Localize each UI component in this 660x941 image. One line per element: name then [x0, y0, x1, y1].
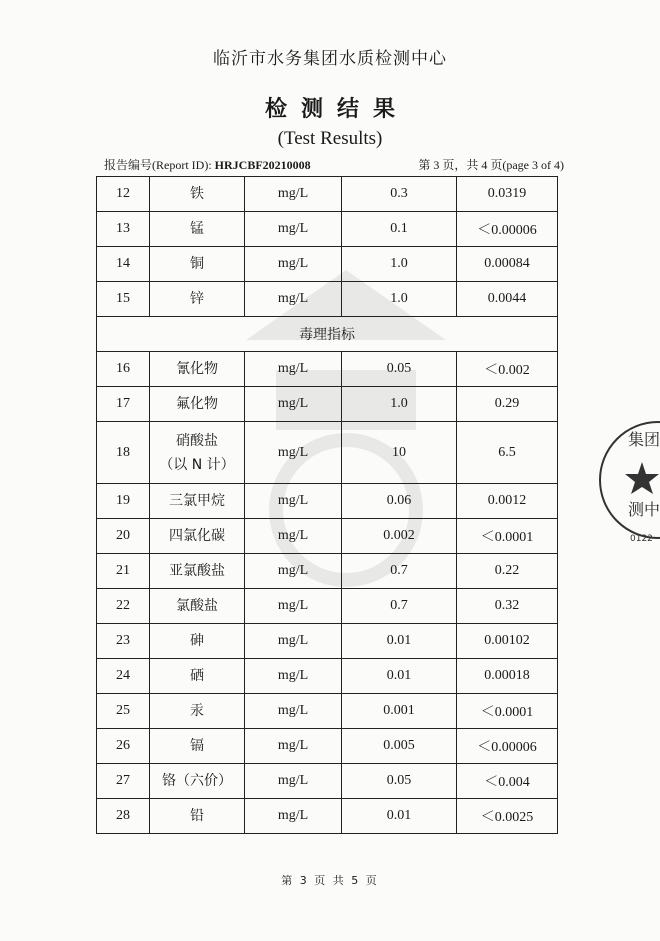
item-name: 砷: [150, 624, 245, 659]
row-number: 26: [97, 729, 150, 764]
row-number: 28: [97, 799, 150, 834]
page-footer: 第 3 页 共 5 页: [281, 874, 379, 887]
row-number: 19: [97, 484, 150, 519]
row-number: 23: [97, 624, 150, 659]
row-number: 16: [97, 352, 150, 387]
standard-limit: 1.0: [342, 282, 457, 317]
test-result: 6.5: [457, 422, 558, 484]
test-result: ＜0.0025: [457, 799, 558, 834]
official-seal: [598, 405, 660, 555]
unit: mg/L: [245, 484, 342, 519]
table-row: [97, 212, 558, 247]
table-row: [97, 282, 558, 317]
table-row: [97, 659, 558, 694]
organization-name: 临沂市水务集团水质检测中心: [213, 49, 447, 69]
unit: mg/L: [245, 764, 342, 799]
standard-limit: 10: [342, 422, 457, 484]
unit: mg/L: [245, 282, 342, 317]
unit: mg/L: [245, 729, 342, 764]
standard-limit: 0.1: [342, 212, 457, 247]
row-number: 12: [97, 177, 150, 212]
seal-number: 0122: [630, 534, 653, 544]
test-result: 0.22: [457, 554, 558, 589]
test-result: 0.32: [457, 589, 558, 624]
item-name: 锌: [150, 282, 245, 317]
item-name: 氯酸盐: [150, 589, 245, 624]
standard-limit: 0.01: [342, 659, 457, 694]
table-row: [97, 422, 558, 484]
unit: mg/L: [245, 422, 342, 484]
test-result: 0.00018: [457, 659, 558, 694]
test-result: 0.29: [457, 387, 558, 422]
standard-limit: 0.3: [342, 177, 457, 212]
unit: mg/L: [245, 247, 342, 282]
unit: mg/L: [245, 519, 342, 554]
item-name: 亚氯酸盐: [150, 554, 245, 589]
row-number: 17: [97, 387, 150, 422]
section-title: 毒理指标: [97, 317, 558, 352]
standard-limit: 0.05: [342, 764, 457, 799]
unit: mg/L: [245, 387, 342, 422]
item-name-line1: 硝酸盐: [176, 432, 218, 449]
item-name: 铁: [150, 177, 245, 212]
unit: mg/L: [245, 177, 342, 212]
report-id-label: 报告编号(Report ID):: [104, 158, 212, 172]
standard-limit: 0.01: [342, 799, 457, 834]
row-number: 27: [97, 764, 150, 799]
test-result: ＜0.004: [457, 764, 558, 799]
section-header-row: [97, 317, 558, 352]
item-name: 铅: [150, 799, 245, 834]
table-row: [97, 764, 558, 799]
test-result: 0.0319: [457, 177, 558, 212]
row-number: 15: [97, 282, 150, 317]
unit: mg/L: [245, 554, 342, 589]
unit: mg/L: [245, 799, 342, 834]
standard-limit: 1.0: [342, 247, 457, 282]
table-row: [97, 694, 558, 729]
table-row: [97, 352, 558, 387]
test-result: ＜0.0001: [457, 519, 558, 554]
document-subtitle: (Test Results): [277, 128, 383, 149]
unit: mg/L: [245, 589, 342, 624]
item-name: 氟化物: [150, 387, 245, 422]
unit: mg/L: [245, 352, 342, 387]
row-number: 20: [97, 519, 150, 554]
item-name: 铬（六价）: [150, 764, 245, 799]
row-number: 18: [97, 422, 150, 484]
item-name: 汞: [150, 694, 245, 729]
page-info: 第 3 页，共 4 页(page 3 of 4): [418, 158, 564, 172]
test-result: ＜0.0001: [457, 694, 558, 729]
table-row: [97, 519, 558, 554]
table-row: [97, 624, 558, 659]
item-name: 四氯化碳: [150, 519, 245, 554]
table-row: [97, 589, 558, 624]
row-number: 14: [97, 247, 150, 282]
table-row: [97, 729, 558, 764]
test-result: ＜0.002: [457, 352, 558, 387]
table-row: [97, 484, 558, 519]
row-number: 22: [97, 589, 150, 624]
item-name: 锰: [150, 212, 245, 247]
table-row: [97, 799, 558, 834]
item-name: 氰化物: [150, 352, 245, 387]
test-result: ＜0.00006: [457, 729, 558, 764]
row-number: 25: [97, 694, 150, 729]
unit: mg/L: [245, 212, 342, 247]
test-result: 0.00084: [457, 247, 558, 282]
item-name: 三氯甲烷: [150, 484, 245, 519]
table-row: [97, 177, 558, 212]
document-title: 检测结果: [264, 96, 409, 122]
results-table: [96, 176, 558, 834]
report-id: [104, 156, 311, 173]
report-id-value: HRJCBF20210008: [214, 158, 311, 172]
row-number: 21: [97, 554, 150, 589]
standard-limit: 0.005: [342, 729, 457, 764]
unit: mg/L: [245, 659, 342, 694]
table-row: [97, 554, 558, 589]
test-result: 0.0012: [457, 484, 558, 519]
item-name: 镉: [150, 729, 245, 764]
unit: mg/L: [245, 624, 342, 659]
test-result: 0.0044: [457, 282, 558, 317]
test-result: ＜0.00006: [457, 212, 558, 247]
seal-text-bottom: 测中: [628, 500, 660, 519]
seal-text-top: 集团: [628, 430, 660, 449]
report-info-line: [104, 156, 564, 173]
standard-limit: 0.7: [342, 589, 457, 624]
standard-limit: 0.002: [342, 519, 457, 554]
item-name: [150, 422, 245, 484]
standard-limit: 1.0: [342, 387, 457, 422]
test-result: 0.00102: [457, 624, 558, 659]
item-name: 铜: [150, 247, 245, 282]
standard-limit: 0.001: [342, 694, 457, 729]
table-row: [97, 387, 558, 422]
standard-limit: 0.01: [342, 624, 457, 659]
row-number: 24: [97, 659, 150, 694]
standard-limit: 0.7: [342, 554, 457, 589]
item-name-line2: （以 N 计）: [159, 456, 235, 473]
unit: mg/L: [245, 694, 342, 729]
table-row: [97, 247, 558, 282]
item-name: 硒: [150, 659, 245, 694]
standard-limit: 0.05: [342, 352, 457, 387]
row-number: 13: [97, 212, 150, 247]
standard-limit: 0.06: [342, 484, 457, 519]
